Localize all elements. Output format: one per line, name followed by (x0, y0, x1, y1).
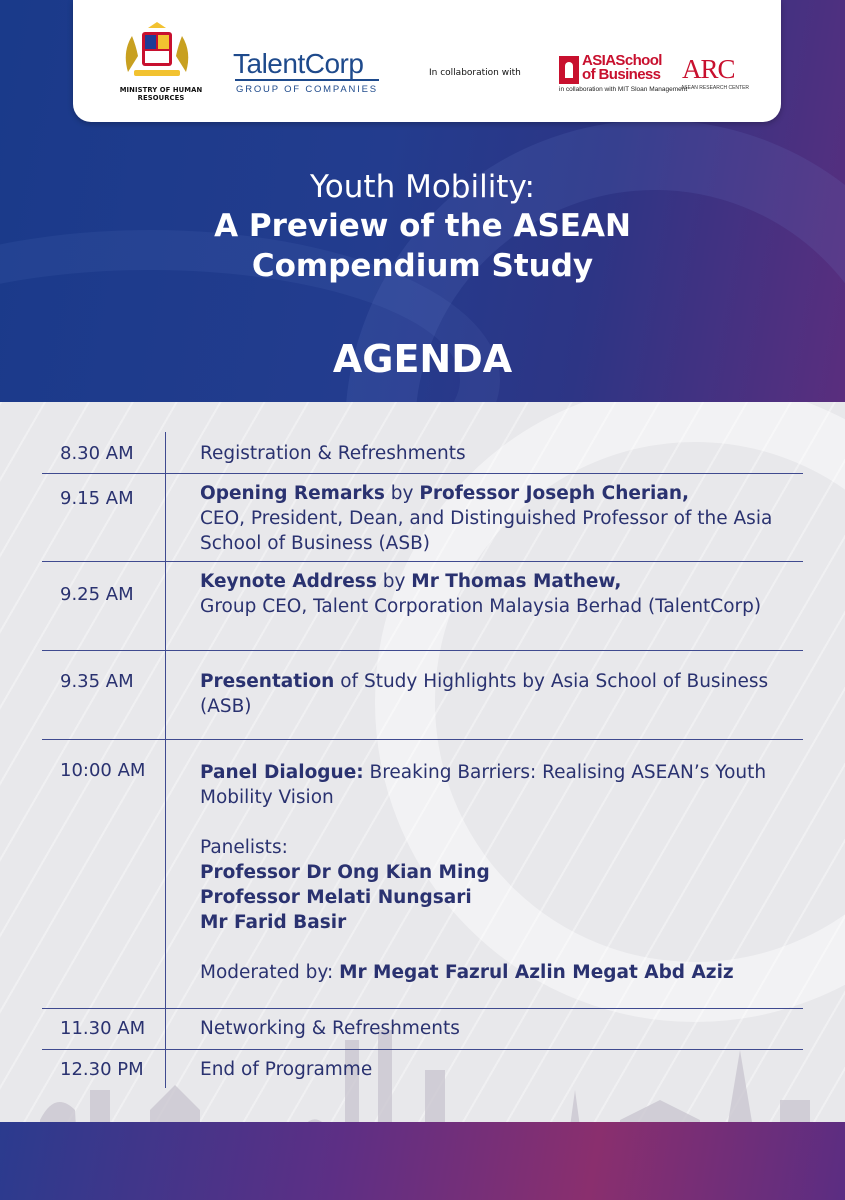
agenda-row (42, 1050, 803, 1088)
agenda-description: Networking & Refreshments (200, 1018, 460, 1039)
agenda-row (42, 1009, 803, 1050)
collaboration-label: In collaboration with (429, 68, 521, 78)
asb-subtitle: in collaboration with MIT Sloan Management (559, 86, 688, 93)
panelist: Professor Dr Ong Kian Ming (200, 862, 490, 883)
talentcorp-logo: TalentCorp (233, 48, 364, 79)
agenda-row (42, 432, 803, 474)
talentcorp-underline (235, 79, 379, 81)
agenda-row (42, 651, 803, 740)
agenda-time: 9.15 AM (42, 474, 166, 561)
agenda-time: 11.30 AM (42, 1009, 166, 1049)
agenda-description: Opening Remarks by Professor Joseph Cherian, CEO, President, Dean, and Distinguished Professor of the Asia School of Business (ASB) (200, 483, 773, 554)
asb-logo-icon (559, 56, 579, 84)
agenda-time: 12.30 PM (42, 1050, 166, 1088)
event-title (0, 168, 845, 286)
agenda-description: Keynote Address by Mr Thomas Mathew, Group CEO, Talent Corporation Malaysia Berhad (TalentCorp) (200, 571, 762, 617)
agenda-row (42, 740, 803, 1009)
agenda-row (42, 474, 803, 562)
title-line3: Compendium Study (251, 248, 594, 284)
agenda-description: Panel Dialogue: Breaking Barriers: Realising ASEAN’s Youth Mobility Vision Panelists: Professor Dr Ong Kian Ming Professor Melati Nungsari Mr Farid Basir Moderated by: Mr Megat Fazrul Azlin Megat Abd Aziz (166, 740, 803, 1008)
agenda-time: 10:00 AM (42, 740, 166, 1008)
footer-band (0, 1122, 845, 1200)
ministry-label: MINISTRY OF HUMAN RESOURCES (119, 86, 203, 102)
malaysia-crest-icon (118, 22, 196, 82)
panelists-label: Panelists: (200, 837, 288, 858)
agenda-description: Presentation of Study Highlights by Asia School of Business (ASB) (200, 671, 769, 717)
logo-card (73, 0, 781, 122)
asb-logo-text (582, 54, 662, 82)
agenda-time: 9.35 AM (42, 651, 166, 739)
panelist: Professor Melati Nungsari (200, 887, 472, 908)
title-line2: A Preview of the ASEAN (214, 208, 631, 244)
agenda-row (42, 562, 803, 651)
arc-subtitle: ASEAN RESEARCH CENTER (680, 85, 750, 91)
agenda-time: 9.25 AM (42, 562, 166, 650)
talentcorp-subtitle: GROUP OF COMPANIES (236, 84, 378, 95)
agenda-heading: AGENDA (332, 337, 513, 381)
moderator-line: Moderated by: Mr Megat Fazrul Azlin Megat Abd Aziz (200, 962, 734, 983)
title-line1: Youth Mobility: (309, 169, 535, 205)
agenda-table (42, 432, 803, 1088)
agenda-description: End of Programme (200, 1059, 373, 1080)
agenda-time: 8.30 AM (42, 432, 166, 473)
agenda-description: Registration & Refreshments (200, 443, 466, 464)
arc-logo: ARC (682, 54, 735, 84)
asb-name-line2: of Business (582, 66, 661, 83)
asb-name-line1: ASIASchool (582, 52, 662, 69)
panelist: Mr Farid Basir (200, 912, 347, 933)
